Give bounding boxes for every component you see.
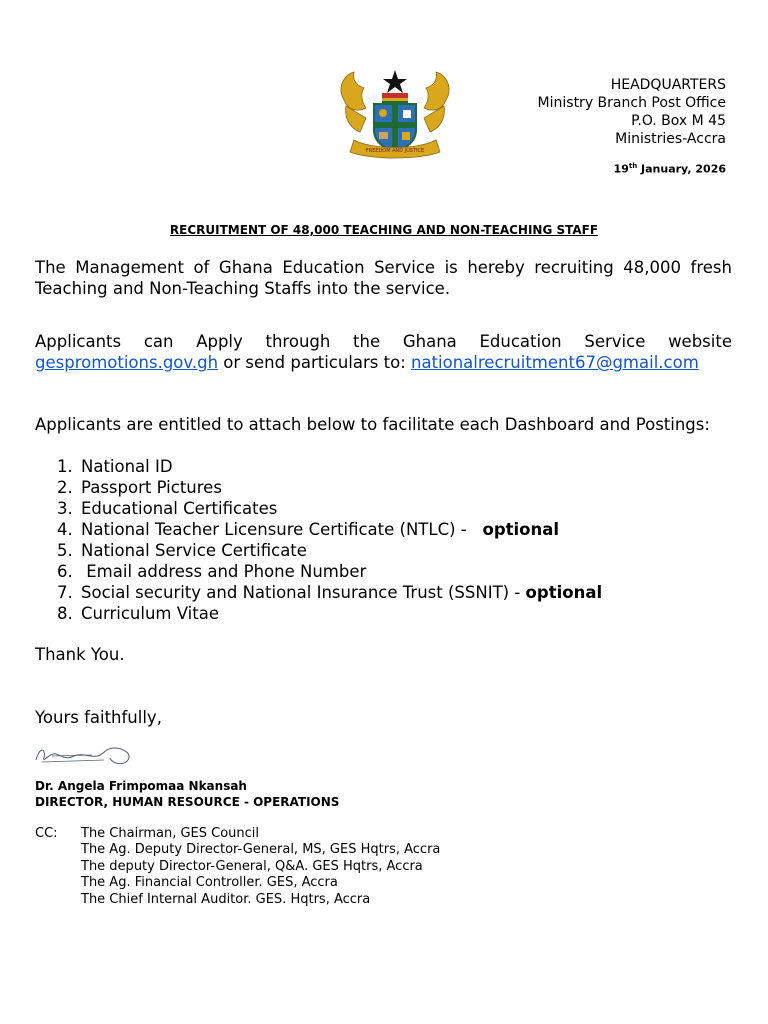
item-text: National ID: [81, 457, 173, 476]
address-line-2: Ministry Branch Post Office: [537, 95, 726, 111]
item-number: 4.: [57, 520, 73, 539]
signatory-name: Dr. Angela Frimpomaa Nkansah: [35, 779, 247, 793]
item-text: Passport Pictures: [81, 478, 222, 497]
item-number: 8.: [57, 604, 73, 623]
website-link[interactable]: gespromotions.gov.gh: [35, 353, 219, 372]
right-eagle-icon: [424, 72, 449, 110]
list-item: [35, 498, 732, 519]
date-suffix: th: [628, 162, 638, 170]
left-eagle-icon: [341, 72, 366, 110]
para2-prefix: Applicants can Apply through the Ghana Education Service website: [35, 332, 732, 351]
address-line-1: HEADQUARTERS: [610, 77, 726, 93]
cc-recipient: The deputy Director-General, Q&A. GES Hqtrs, Accra: [81, 858, 423, 874]
black-star-icon: [383, 70, 407, 93]
address-line-3: P.O. Box M 45: [631, 113, 726, 129]
address-line-4: Ministries-Accra: [615, 131, 726, 147]
coat-of-arms-emblem: [336, 66, 454, 162]
cc-recipient: The Chairman, GES Council: [81, 826, 260, 841]
requirements-list: [35, 456, 732, 624]
cc-label: CC:: [35, 826, 58, 841]
signature-image: [32, 738, 136, 770]
item-text: Email address and Phone Number: [81, 562, 367, 581]
optional-label: optional: [525, 583, 603, 602]
item-text: Social security and National Insurance Trust (SSNIT) -: [81, 583, 526, 602]
list-item: [35, 456, 732, 477]
body-paragraph-3: Applicants are entitled to attach below to facilitate each Dashboard and Postings:: [35, 415, 710, 434]
list-item: [35, 582, 732, 603]
signatory-title: DIRECTOR, HUMAN RESOURCE - OPERATIONS: [35, 795, 340, 809]
list-item: [35, 540, 732, 561]
item-number: 5.: [57, 541, 73, 560]
date-day: 19: [613, 162, 629, 176]
email-link[interactable]: nationalrecruitment67@gmail.com: [411, 353, 699, 372]
list-item: [35, 477, 732, 498]
body-paragraph-2: [35, 331, 732, 373]
list-item: [35, 519, 732, 540]
date-rest: January, 2026: [637, 162, 726, 176]
list-item: [35, 603, 732, 624]
item-number: 1.: [57, 457, 73, 476]
closing-line: Yours faithfully,: [35, 708, 162, 727]
item-number: 2.: [57, 478, 73, 497]
item-number: 3.: [57, 499, 73, 518]
letter-date: [614, 162, 726, 176]
signatory-block: [35, 778, 339, 810]
cc-recipient: The Chief Internal Auditor. GES. Hqtrs, Accra: [81, 891, 371, 907]
optional-label: optional: [482, 520, 560, 539]
item-text: National Service Certificate: [81, 541, 307, 560]
cc-recipient: The Ag. Deputy Director-General, MS, GES Hqtrs, Accra: [81, 842, 441, 858]
item-text: Curriculum Vitae: [81, 604, 219, 623]
letter-subject: RECRUITMENT OF 48,000 TEACHING AND NON-TEACHING STAFF: [169, 223, 599, 237]
motto-text: FREEDOM AND JUSTICE: [365, 148, 425, 154]
item-text: Educational Certificates: [81, 499, 278, 518]
list-item: [35, 561, 732, 582]
body-paragraph-1: The Management of Ghana Education Service is hereby recruiting 48,000 fresh Teaching and Non-Teaching Staffs into the service.: [35, 258, 732, 298]
cc-recipient-list: [81, 826, 440, 908]
para2-mid: or send particulars to:: [218, 353, 411, 372]
item-number: 7.: [57, 583, 73, 602]
cc-recipient: The Ag. Financial Controller. GES, Accra: [81, 875, 338, 891]
item-number: 6.: [57, 562, 73, 581]
thanks-line: Thank You.: [35, 645, 125, 664]
item-text: National Teacher Licensure Certificate (NTLC) -: [81, 520, 483, 539]
